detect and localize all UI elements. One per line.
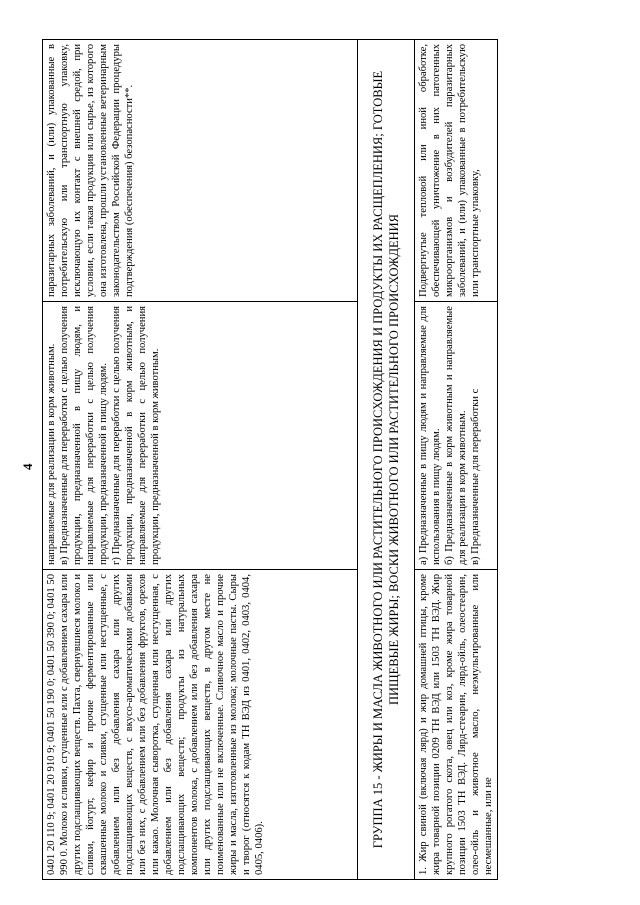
rotated-document-table [42, 40, 602, 880]
product-codes-cell [43, 570, 358, 880]
regulation-table [42, 39, 498, 880]
conditions-cell [415, 40, 498, 302]
conditions-cell [43, 40, 358, 302]
purpose-line: а) Предназначенные в пищу людям и направляемые для использования в пищу людям. [418, 306, 442, 565]
purpose-line: в) Предназначенные для переработки с [470, 388, 481, 565]
product-codes-cell [415, 570, 498, 880]
product-description: 0401 20 110 9; 0401 20 910 9; 0401 50 190 0; 0401 50 390 0; 0401 50 990 0. Молоко и сливки, сгущенные или с добавлением сахара или других подслащивающих веществ. Пахта, свернувшиеся молоко и сливки, йогурт, кефир и прочие ферментированные или сквашенные молоко и сливки, сгущенные или несгущенные, с добавлением или без добавления сахара или других подслащивающих веществ, с вкусо-ароматическими добавками или без них, с добавлением или без добавления фруктов, орехов или какао. Молочная сыворотка, сгущенная или несгущенная, с добавлением или без добавления сахара или других подслащивающих веществ; продукты из натуральных компонентов молока, с добавлением или без добавления сахара или других подслащивающих веществ, в другом месте не поименованные или не включенные. Сливочное масло и прочие жиры и масла, изготовленные из молока; молочные пасты. Сыры и творог (относятся к кодам ТН ВЭД из 0401, 0402, 0403, 0404, 0405, 0406). [46, 574, 265, 875]
conditions-text: паразитарных заболеваний, и (или) упакованные в потребительскую или транспортную упаковку, исключающую их контакт с внешней средой, при условии, если такая продукция или сырье, из которого она изготовлена, прошли установленные ветеринарным законодательством Российской Федерации процедуры подтверждения (обеспечения) безопасности**. [46, 44, 135, 297]
product-description: 1. Жир свиной (включая лярд) и жир домашней птицы, кроме жира товарной позиции 0209 ТН ВЭД или 1503 ТН ВЭД. Жир крупного рогатого скота, овец или коз, кроме жира товарной позиции 1503 ТН ВЭД. Лярд-стеарин, лярд-ойль, олеостеарин, олео-ойль и животное масло, неэмульгированные или несмешанные, или не [418, 574, 494, 875]
table-row [415, 40, 498, 880]
purpose-cell [415, 302, 498, 570]
conditions-text: Подвергнутые тепловой или иной обработке, обеспечивающей уничтожение в них патогенных микроорганизмов и возбудителей паразитарных заболеваний, и (или) упакованные в потребительскую или транспортные упаковку, [418, 44, 481, 297]
group-title: ГРУППА 15 - ЖИРЫ И МАСЛА ЖИВОТНОГО ИЛИ РАСТИТЕЛЬНОГО ПРОИСХОЖДЕНИЯ И ПРОДУКТЫ ИХ РАСЩЕПЛЕНИЯ; ГОТОВЫЕ ПИЩЕВЫЕ ЖИРЫ; ВОСКИ ЖИВОТНОГО ИЛИ РАСТИТЕЛЬНОГО ПРОИСХОЖДЕНИЯ [358, 40, 415, 880]
purpose-line: б) Предназначенные в корм животным и направляемые для реализации в корм животным. [444, 306, 468, 565]
group-header-row [358, 40, 415, 880]
purpose-cell [43, 302, 358, 570]
page-number: 4 [20, 463, 35, 470]
purpose-line: направляемые для реализации в корм животным. [46, 343, 57, 565]
purpose-line: г) Предназначенные для переработки с целью получения продукции, предназначенной в корм животным, и направляемые для переработки с целью получения продукции, предназначенной в корм животным. [111, 306, 161, 565]
table-row [43, 40, 358, 880]
purpose-line: в) Предназначенные для переработки с целью получения продукции, предназначенной в пищу людям, и направляемые для переработки с целью получения продукции, предназначенной в пищу людям. [59, 306, 109, 565]
